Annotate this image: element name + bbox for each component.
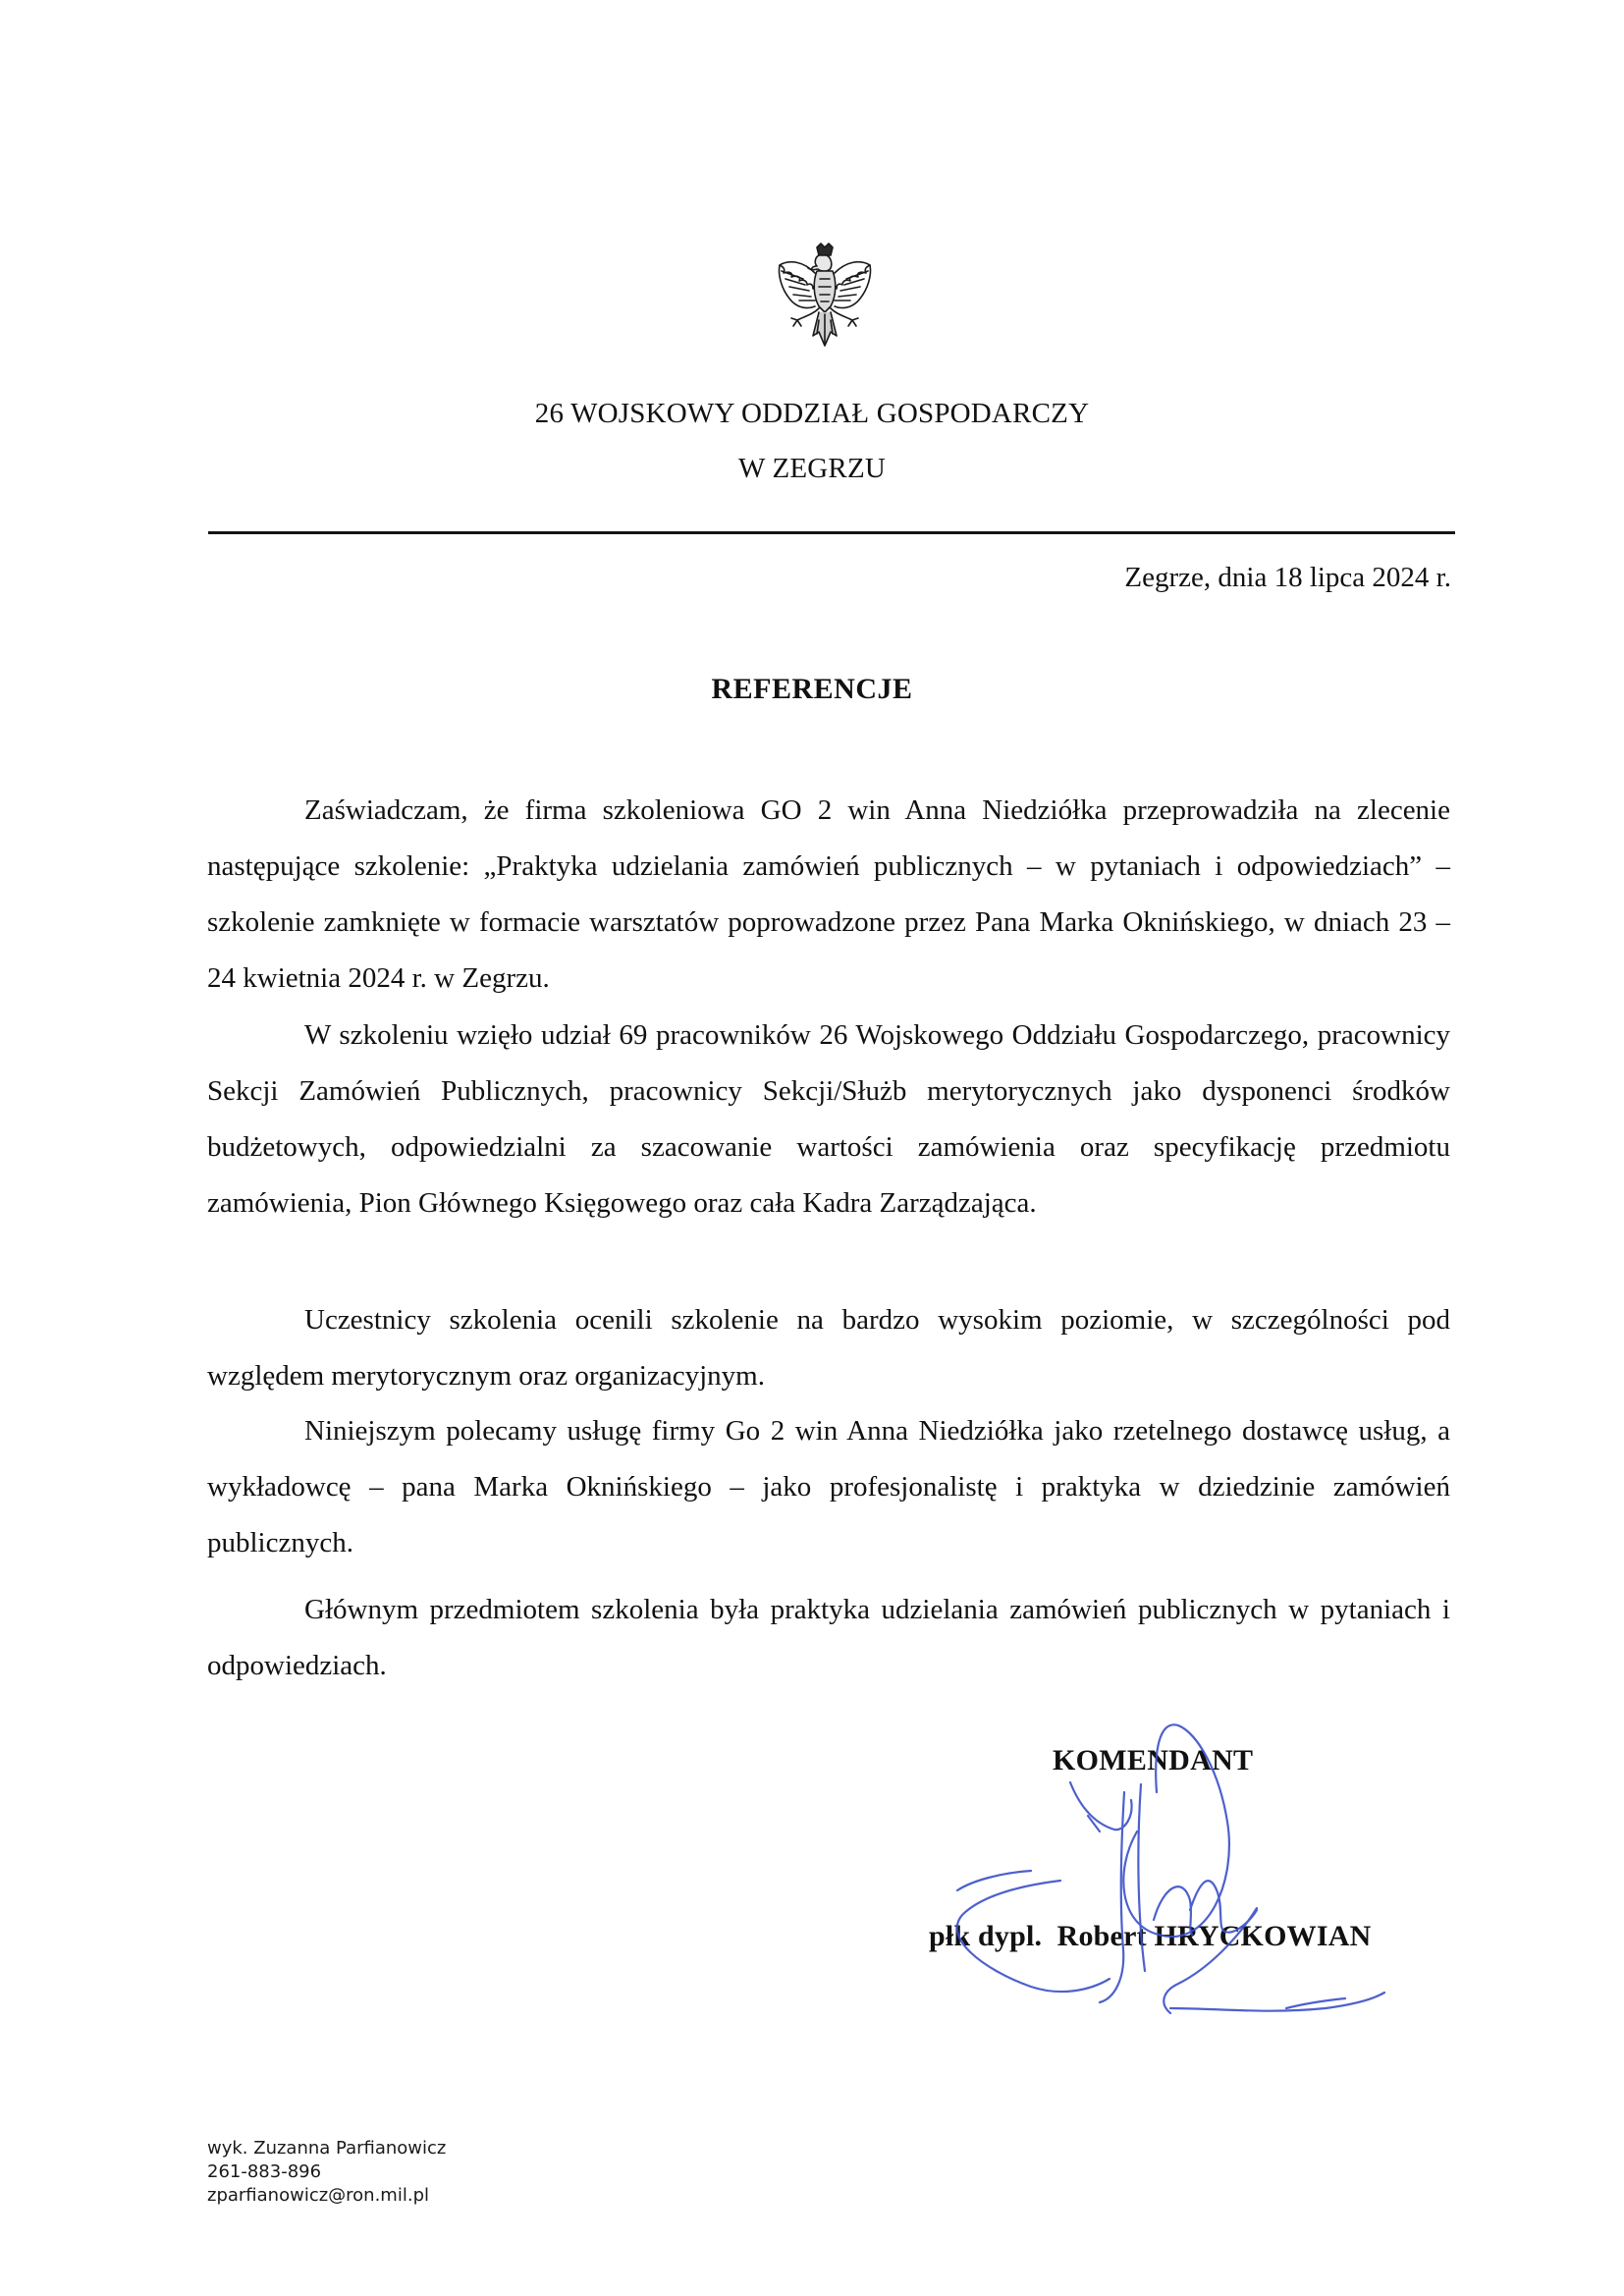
- paragraph-text: Głównym przedmiotem szkolenia była praktyka udzielania zamówień publicznych w pytaniach i odpowiedziach.: [207, 1594, 1450, 1681]
- contact-footer: [207, 2137, 446, 2208]
- polish-eagle-emblem-icon: [774, 242, 876, 350]
- paragraph-text: Uczestnicy szkolenia ocenili szkolenie na bardzo wysokim poziomie, w szczególności pod względem merytorycznym oraz organizacyjnym.: [207, 1304, 1450, 1392]
- paragraph-5: [207, 1582, 1450, 1694]
- paragraph-text: W szkoleniu wzięło udział 69 pracowników 26 Wojskowego Oddziału Gospodarczego, pracownicy Sekcji Zamówień Publicznych, pracownicy Sekcji/Służb merytorycznych jako dysponenci środków budżetowych, odpowiedzialni za szacowanie wartości zamówienia oraz specyfikację przedmiotu zamówienia, Pion Głównego Księgowego oraz cała Kadra Zarządzająca.: [207, 1019, 1450, 1219]
- date-line: Zegrze, dnia 18 lipca 2024 r.: [1124, 562, 1451, 593]
- prepared-by: wyk. Zuzanna Parfianowicz: [207, 2138, 447, 2159]
- signatory-title: KOMENDANT: [1053, 1744, 1254, 1777]
- contact-phone: 261-883-896: [207, 2161, 322, 2182]
- paragraph-1: [207, 783, 1450, 1007]
- document-title: REFERENCJE: [711, 673, 913, 705]
- paragraph-3: [207, 1292, 1450, 1404]
- paragraph-text: Niniejszym polecamy usługę firmy Go 2 win Anna Niedziółka jako rzetelnego dostawcę usług, a wykładowcę – pana Marka Oknińskiego – jako profesjonalistę i praktyka w dziedzinie zamówień publicznych.: [207, 1415, 1450, 1558]
- paragraph-text: Zaświadczam, że firma szkoleniowa GO 2 win Anna Niedziółka przeprowadziła na zlecenie następujące szkolenie: „Praktyka udzielania zamówień publicznych – w pytaniach i odpowiedziach” – szkolenie zamknięte w formacie warsztatów poprowadzone przez Pana Marka Oknińskiego, w dniach 23 – 24 kwietnia 2024 r. w Zegrzu.: [207, 794, 1450, 994]
- signatory-name: płk dypl. Robert HRYCKOWIAN: [929, 1920, 1372, 1952]
- issuer-location: W ZEGRZU: [737, 453, 887, 484]
- issuer-name: 26 WOJSKOWY ODDZIAŁ GOSPODARCZY: [534, 398, 1090, 429]
- paragraph-4: [207, 1403, 1450, 1571]
- paragraph-2: [207, 1008, 1450, 1231]
- header-divider: [208, 531, 1455, 534]
- contact-email: zparfianowicz@ron.mil.pl: [207, 2185, 429, 2206]
